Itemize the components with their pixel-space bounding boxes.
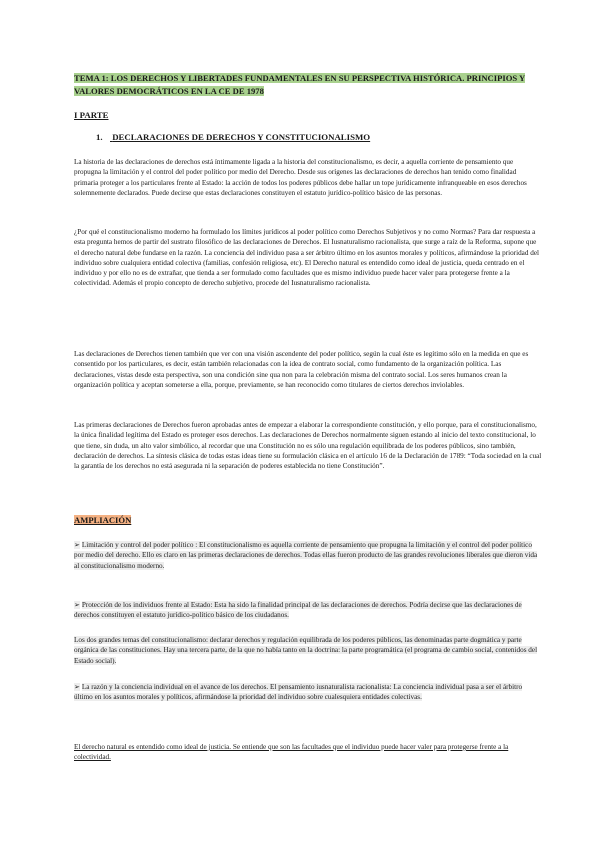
bullet-1-lead: Limitación y control del poder político : xyxy=(81,541,198,549)
arrow-bullet-icon: ➢ xyxy=(74,601,81,609)
ampliacion-heading-text: AMPLIACIÓN xyxy=(74,515,132,525)
paragraph-5 xyxy=(74,635,542,666)
bullet-2-text: Esta ha sido la finalidad principal de las declaraciones de derechos. Podría decirse que las declaraciones de derechos constituyen el estatuto jurídico-político básico de los ciudadanos. xyxy=(74,601,522,620)
bullet-3-text: El pensamiento iusnaturalista racionalista: La conciencia individual pasa a ser el árbitro último en los asuntos morales y políticos, afirmándose la prioridad del individuo sobre cualesquiera entidades colectivas. xyxy=(74,683,523,702)
section-label: DECLARACIONES DE DERECHOS Y CONSTITUCIONALISMO xyxy=(112,132,371,142)
ampliacion-heading xyxy=(74,515,542,525)
part-heading: I PARTE xyxy=(74,110,109,120)
paragraph-2: ¿Por qué el constitucionalismo moderno ha formulado los límites jurídicos al poder político como Derechos Subjetivos y no como Normas? Para dar respuesta a esta pregunta hemos de partir del sustrato filosófico de las declaraciones de Derechos. El Iusnaturalismo racionalista, que surge a raíz de la Reforma, supone que el derecho natural debe fundarse en la razón. La conciencia del individuo pasa a ser árbitro último en los asuntos morales y políticos, afirmándose la prioridad del individuo sobre cualquiera entidad colectiva (familias, confesión religiosa, etc). El Derecho natural es entendido como ideal de justicia, queda centrado en el individuo y por ello no es de extrañar, que tienda a ser formulado como facultades que es mismo individuo puede hacer valer para protegerse frente a la colectividad. Además el propio concepto de derecho subjetivo, procede del Iusnaturalismo racionalista. xyxy=(74,228,540,288)
paragraph-3: Las declaraciones de Derechos tienen también que ver con una visión ascendente del poder político, según la cual éste es legítimo sólo en la medida en que es consentido por los particulares, es decir, están también relacionadas con la idea de contrato social, como fundamento de la organización política. Las declaraciones, vistas desde esta perspectiva, son una condición sine qua non para la celebración misma del contrato social. Los seres humanos crean la organización política y aceptan someterse a ella, porque, previamente, se han reconocido como titulares de ciertos derechos inviolables. xyxy=(74,350,529,389)
bullet-3-lead: La razón y la conciencia individual en el avance de los derechos. xyxy=(81,683,269,691)
paragraph-4: Las primeras declaraciones de Derechos fueron aprobadas antes de empezar a elaborar la correspondiente constitución, y ello porque, para el constitucionalismo, la única finalidad legítima del Estado es proteger esos derechos. Las declaraciones de Derechos normalmente siguen estando al inicio del texto constitucional, lo que tiene, sin duda, un alto valor simbólico, al recordar que una Constitución no es sólo una regulación equilibrada de los poderes públicos, sino también, declaración de derechos. La síntesis clásica de todas estas ideas tiene su formulación clásica en el artículo 16 de la Declaración de 1789: “Toda sociedad en la cual la garantía de los derechos no está asegurada ni la separación de poderes establecida no tiene Constitución”. xyxy=(74,421,542,471)
paragraph-5-text: Los dos grandes temas del constitucionalismo: declarar derechos y regulación equilibrada de los poderes públicos, las denominadas parte dogmática y parte orgánica de las constituciones. Hay una tercera parte, de la que no había tanto en la doctrina: la parte programática (el programa de cambio social, contenidos del Estado social). xyxy=(74,636,538,665)
bullet-2-lead: Protección de los individuos frente al Estado: xyxy=(81,601,213,609)
paragraph-6 xyxy=(74,742,542,763)
bullet-2 xyxy=(74,600,542,621)
bullet-3 xyxy=(74,682,542,703)
arrow-bullet-icon: ➢ xyxy=(74,683,81,691)
paragraph-6-text: El derecho natural es entendido como ideal de justicia. Se entiende que son las facultades que el individuo puede hacer valer para protegerse frente a la colectividad. xyxy=(74,743,509,762)
paragraph-1: La historia de las declaraciones de derechos está íntimamente ligada a la historia del constitucionalismo, es decir, a aquella corriente de pensamiento que propugna la limitación y el control del poder político por medio del Derecho. Desde sus orígenes las declaraciones de derechos han tenido como finalidad primaria proteger a los particulares frente al Estado: la acción de todos los poderes públicos debe hallar un tope jurídicamente infranqueable en esos derechos solemnemente declarados. Puede decirse que estas declaraciones constituyen el estatuto jurídico-político básico de las personas. xyxy=(74,158,527,197)
bullet-1-text: El constitucionalismo es aquella corriente de pensamiento que propugna la limitación y el control del poder político por medio del derecho. Ello es claro en las primeras declaraciones de derechos. Todas ellas fueron producto de las grandes revoluciones liberales que dieron vida al constitucionalismo moderno. xyxy=(74,541,538,570)
arrow-bullet-icon: ➢ xyxy=(74,541,81,549)
document-title-text: TEMA 1: LOS DERECHOS Y LIBERTADES FUNDAMENTALES EN SU PERSPECTIVA HISTÓRICA. PRINCIPIOS Y VALORES DEMOCRÁTICOS EN LA CE DE 1978 xyxy=(74,73,526,96)
section-heading xyxy=(96,132,564,142)
section-number: 1. xyxy=(96,132,103,142)
document-title xyxy=(74,72,542,97)
bullet-1 xyxy=(74,540,542,571)
